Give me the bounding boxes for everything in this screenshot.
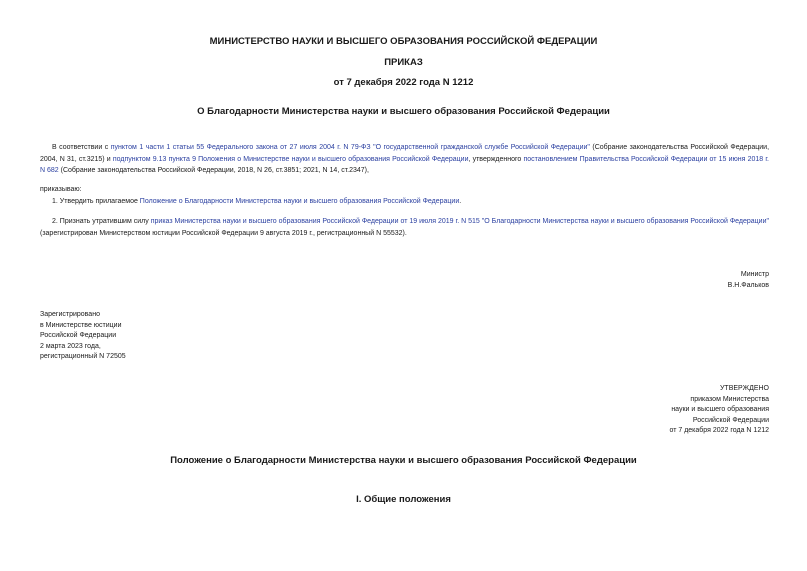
order-item-2 [40, 216, 769, 239]
repealed-order-link[interactable]: приказ Министерства науки и высшего образования Российской Федерации от 19 июля 2019 г. N 515 "О Благодарности Министерства науки и высшего образования Российской Федерации" [150, 218, 769, 225]
registration-line: регистрационный N 72505 [40, 353, 126, 360]
order-word: приказываю: [40, 186, 82, 193]
approval-line: УТВЕРЖДЕНО [719, 385, 769, 392]
preamble-text-4: (Собрание законодательства Российской Федерации, 2018, N 26, ст.3851; 2021, N 14, ст.2347), [58, 167, 369, 174]
approval-line: от 7 декабря 2022 года N 1212 [669, 427, 769, 434]
approval-stamp [669, 384, 769, 437]
regulation-subclause-link[interactable]: подпунктом 9.13 пункта 9 Положения о Министерстве науки и высшего образования Российской Федерации [112, 155, 469, 163]
law-link[interactable]: пунктом 1 части 1 статьи 55 Федерального закона от 27 июля 2004 г. N 79-ФЗ "О государственной гражданской службе Российской Федерации" [110, 144, 590, 151]
government-decree-link[interactable]: постановлением Правительства Российской Федерации от 15 июня 2018 г. N 682 [40, 155, 769, 174]
preamble-text-2: (Собрание законодательства Российской Федерации, 2004, N 31, ст.3215) и [40, 144, 770, 163]
item2-text-2: (зарегистрирован Министерством юстиции Российской Федерации 9 августа 2019 г., регистрационный N 55532). [40, 229, 407, 237]
date-number-heading: от 7 декабря 2022 года N 1212 [333, 77, 474, 88]
signer-name: В.Н.Фальков [727, 282, 769, 289]
signer-position: Министр [740, 271, 769, 278]
preamble-text-1: В соответствии с [52, 144, 111, 151]
order-title: О Благодарности Министерства науки и высшего образования Российской Федерации [197, 106, 610, 117]
approval-line: приказом Министерства [690, 395, 769, 403]
item2-text-1: 2. Признать утратившим силу [52, 218, 151, 225]
item1-text-2: . [459, 198, 462, 205]
document-type-heading: ПРИКАЗ [384, 57, 423, 68]
item1-text-1: 1. Утвердить прилагаемое [52, 198, 140, 205]
ministry-heading: МИНИСТЕРСТВО НАУКИ И ВЫСШЕГО ОБРАЗОВАНИЯ РОССИЙСКОЙ ФЕДЕРАЦИИ [209, 36, 598, 47]
approval-line: науки и высшего образования [671, 406, 769, 413]
registration-line: Зарегистрировано [40, 311, 100, 318]
section-heading: I. Общие положения [356, 494, 451, 505]
regulation-link[interactable]: Положение о Благодарности Министерства науки и высшего образования Российской Федерации [139, 198, 460, 205]
preamble-paragraph [40, 142, 769, 177]
signature-block [728, 269, 769, 291]
registration-note [40, 310, 126, 363]
registration-line: 2 марта 2023 года, [40, 342, 101, 350]
regulation-title: Положение о Благодарности Министерства науки и высшего образования Российской Федерации [170, 455, 637, 466]
order-item-1 [40, 196, 769, 208]
registration-line: в Министерстве юстиции [40, 321, 122, 329]
preamble-text-3: , утвержденного [468, 155, 524, 163]
registration-line: Российской Федерации [40, 332, 117, 339]
approval-line: Российской Федерации [692, 416, 769, 424]
